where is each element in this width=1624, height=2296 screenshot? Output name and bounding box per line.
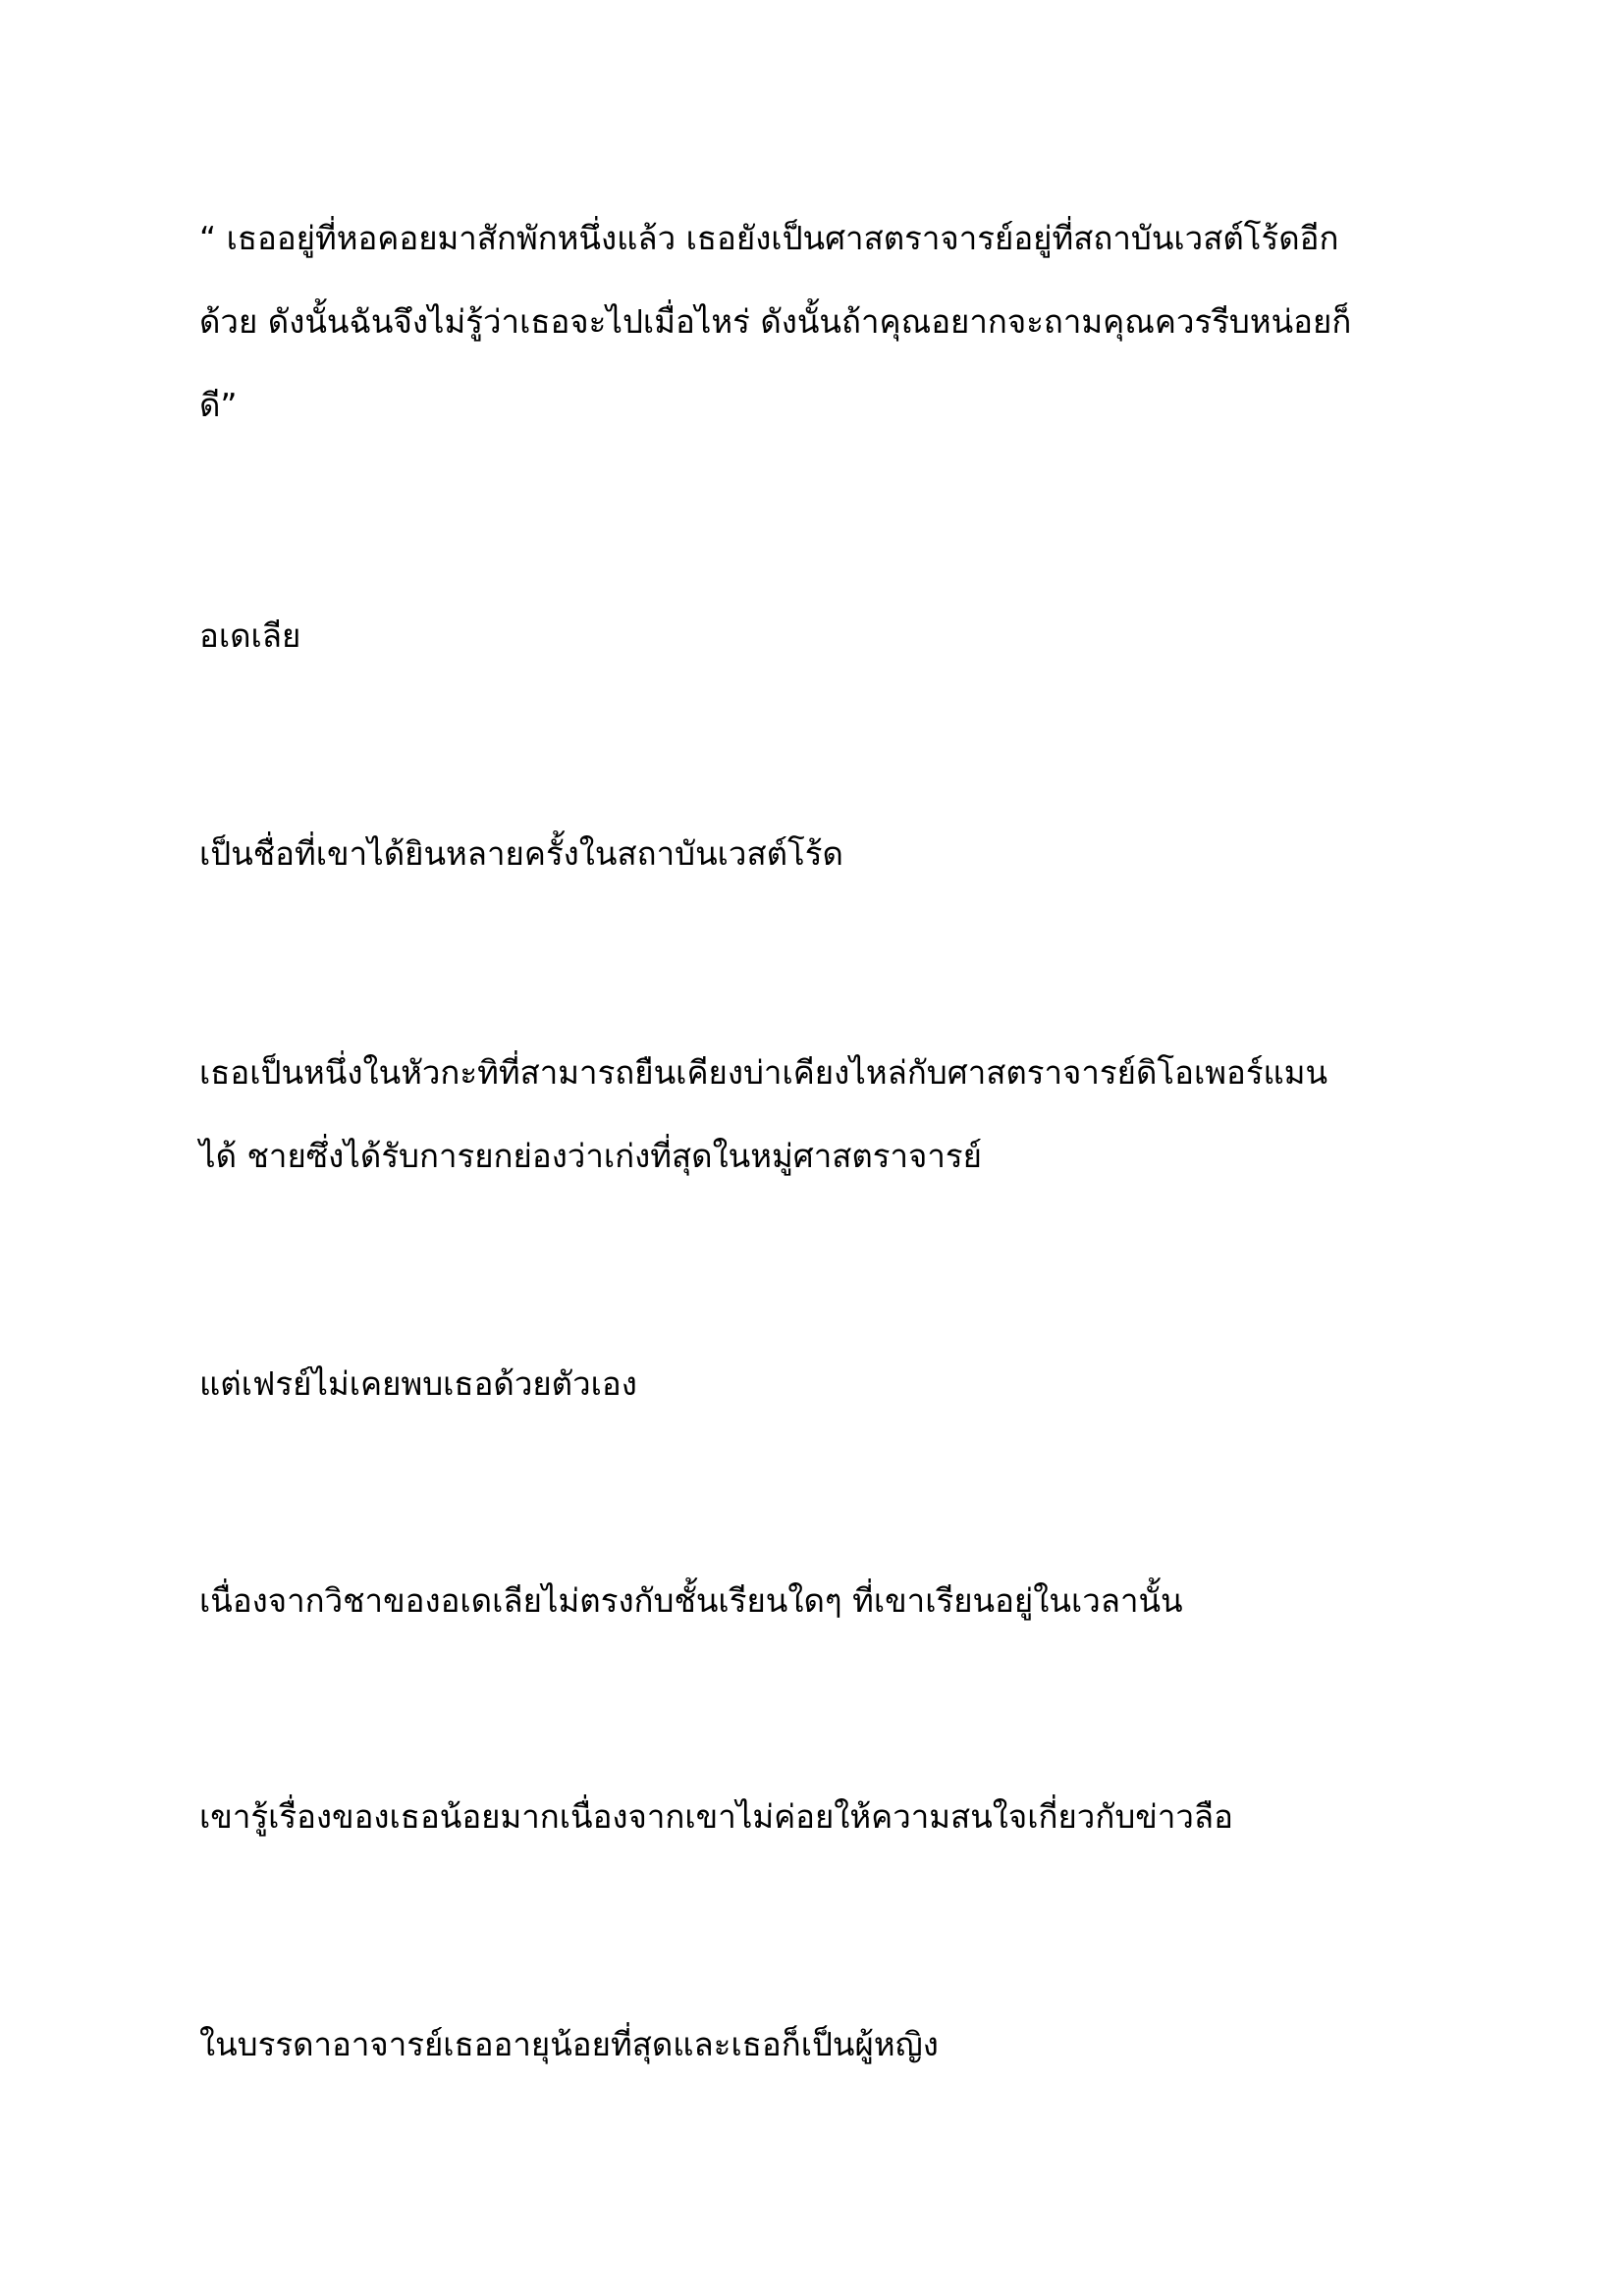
paragraph <box>199 812 1436 895</box>
text-line: เนื่องจากวิชาของอเดเลียไม่ตรงกับชั้นเรียนใดๆ ที่เขาเรียนอยู่ในเวลานั้น <box>199 1581 1183 1620</box>
text-line: “ เธออยู่ที่หอคอยมาสักพักหนึ่งแล้ว เธอยังเป็นศาสตราจารย์อยู่ที่สถาบันเวสต์โร้ดอีก <box>199 219 1339 257</box>
text-line: แต่เฟรย์ไม่เคยพบเธอด้วยตัวเอง <box>199 1364 637 1403</box>
text-line: อเดเลีย <box>199 616 301 655</box>
text-line: เธอเป็นหนึ่งในหัวกะทิที่สามารถยืนเคียงบ่าเคียงไหล่กับศาสตราจารย์ดิโอเพอร์แมน <box>199 1053 1328 1092</box>
text-line: เป็นชื่อที่เขาได้ยินหลายครั้งในสถาบันเวสต์โร้ด <box>199 834 843 873</box>
paragraph-dialogue <box>199 196 1436 447</box>
text-line: ด้วย ดังนั้นฉันจึงไม่รู้ว่าเธอจะไปเมื่อไหร่ ดังนั้นถ้าคุณอยากจะถามคุณควรรีบหน่อยก็ <box>199 302 1352 341</box>
paragraph <box>199 1559 1436 1642</box>
text-line: ดี” <box>199 386 238 424</box>
paragraph <box>199 1342 1436 1425</box>
text-line: ในบรรดาอาจารย์เธออายุน้อยที่สุดและเธอก็เป็นผู้หญิง <box>199 2025 939 2063</box>
text-line: ได้ ชายซึ่งได้รับการยกย่องว่าเก่งที่สุดในหมู่ศาสตราจารย์ <box>199 1137 982 1175</box>
text-line: เขารู้เรื่องของเธอน้อยมากเนื่องจากเขาไม่ค่อยให้ความสนใจเกี่ยวกับข่าวลือ <box>199 1797 1233 1836</box>
paragraph <box>199 1031 1436 1198</box>
paragraph <box>199 1775 1436 1858</box>
paragraph-name <box>199 594 1436 677</box>
paragraph <box>199 2002 1436 2086</box>
